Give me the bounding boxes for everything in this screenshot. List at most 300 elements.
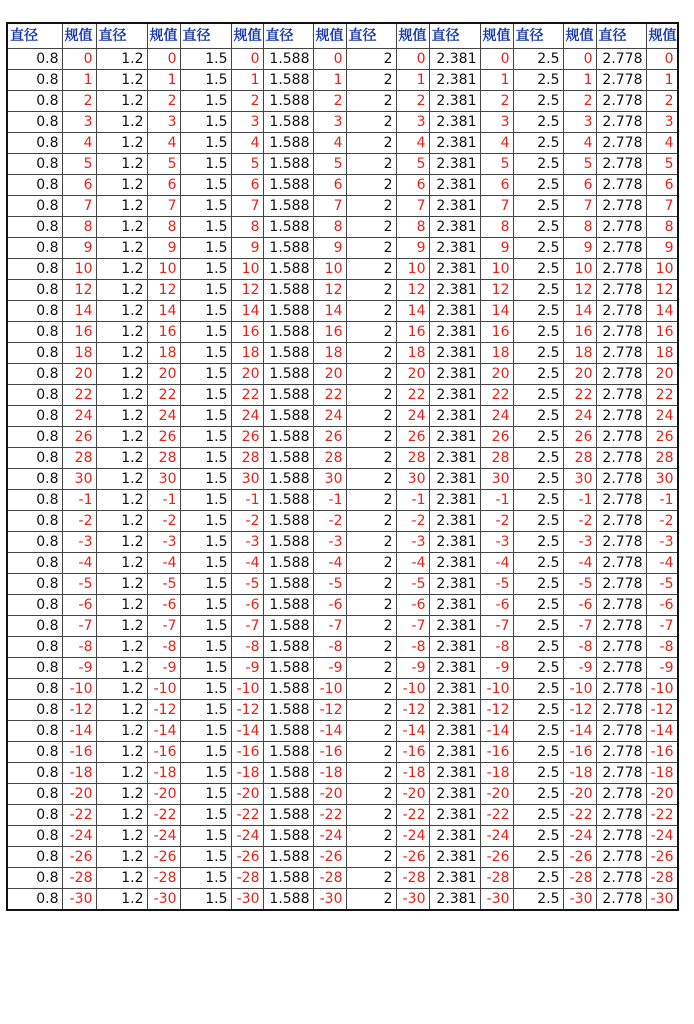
diameter-cell: 0.8 [7,133,62,154]
gauge-value-cell: 7 [480,196,513,217]
gauge-value-cell: -4 [646,553,678,574]
diameter-cell: 2.5 [513,700,563,721]
gauge-value-cell: -7 [646,616,678,637]
diameter-cell: 1.5 [180,889,231,911]
gauge-value-cell: -8 [313,637,346,658]
diameter-cell: 2.381 [429,385,480,406]
diameter-cell: 2.778 [596,133,646,154]
diameter-cell: 1.588 [263,175,313,196]
gauge-value-cell: 6 [396,175,429,196]
diameter-cell: 2.381 [429,700,480,721]
gauge-value-cell: 3 [646,112,678,133]
diameter-cell: 0.8 [7,70,62,91]
gauge-value-cell: 3 [480,112,513,133]
gauge-value-cell: 20 [231,364,263,385]
diameter-cell: 0.8 [7,763,62,784]
diameter-cell: 1.5 [180,49,231,70]
gauge-value-cell: -18 [231,763,263,784]
gauge-value-cell: 16 [646,322,678,343]
diameter-cell: 2 [346,847,396,868]
diameter-cell: 1.2 [96,238,147,259]
gauge-value-cell: 9 [563,238,596,259]
gauge-value-cell: 18 [147,343,180,364]
gauge-value-cell: 10 [396,259,429,280]
diameter-cell: 0.8 [7,364,62,385]
gauge-value-cell: -26 [62,847,96,868]
gauge-value-cell: 1 [396,70,429,91]
diameter-cell: 2 [346,574,396,595]
diameter-cell: 2.381 [429,406,480,427]
diameter-cell: 1.588 [263,826,313,847]
gauge-value-cell: 18 [313,343,346,364]
diameter-cell: 0.8 [7,700,62,721]
gauge-value-cell: 14 [646,301,678,322]
diameter-cell: 2.778 [596,742,646,763]
gauge-value-cell: -18 [62,763,96,784]
gauge-value-cell: 8 [147,217,180,238]
diameter-cell: 1.588 [263,847,313,868]
diameter-cell: 1.2 [96,721,147,742]
diameter-cell: 2.5 [513,385,563,406]
gauge-value-cell: 6 [231,175,263,196]
gauge-value-cell: -12 [563,700,596,721]
diameter-cell: 1.588 [263,196,313,217]
diameter-cell: 2.5 [513,889,563,911]
diameter-cell: 2.5 [513,490,563,511]
diameter-cell: 0.8 [7,574,62,595]
gauge-value-cell: -8 [396,637,429,658]
gauge-value-cell: 7 [147,196,180,217]
diameter-cell: 1.588 [263,679,313,700]
diameter-cell: 2.778 [596,238,646,259]
diameter-cell: 1.5 [180,133,231,154]
gauge-table [6,22,679,911]
gauge-value-cell: -20 [646,784,678,805]
diameter-cell: 1.5 [180,511,231,532]
table-row [7,616,678,637]
gauge-value-cell: -12 [313,700,346,721]
diameter-cell: 1.588 [263,49,313,70]
gauge-value-cell: 2 [396,91,429,112]
diameter-cell: 1.2 [96,175,147,196]
gauge-value-cell: 0 [147,49,180,70]
table-row [7,154,678,175]
gauge-value-cell: -8 [563,637,596,658]
diameter-cell: 2.778 [596,343,646,364]
diameter-cell: 2.778 [596,154,646,175]
diameter-cell: 2.5 [513,805,563,826]
gauge-value-cell: -14 [396,721,429,742]
table-row [7,469,678,490]
diameter-cell: 2 [346,469,396,490]
gauge-value-cell: 0 [646,49,678,70]
diameter-cell: 1.588 [263,406,313,427]
diameter-cell: 2.381 [429,679,480,700]
diameter-cell: 1.2 [96,154,147,175]
gauge-value-cell: 28 [62,448,96,469]
gauge-value-cell: -24 [480,826,513,847]
diameter-cell: 1.588 [263,448,313,469]
gauge-value-cell: 4 [646,133,678,154]
table-row [7,133,678,154]
diameter-cell: 2.778 [596,637,646,658]
gauge-value-cell: 9 [62,238,96,259]
gauge-value-cell: -14 [480,721,513,742]
diameter-cell: 2 [346,133,396,154]
table-row [7,427,678,448]
gauge-value-cell: 18 [396,343,429,364]
diameter-cell: 1.2 [96,847,147,868]
diameter-cell: 2.778 [596,385,646,406]
header-cell: 规值 [396,23,429,49]
diameter-cell: 1.2 [96,742,147,763]
diameter-cell: 1.2 [96,448,147,469]
table-row [7,280,678,301]
gauge-value-cell: -12 [480,700,513,721]
diameter-cell: 2.5 [513,574,563,595]
table-row [7,805,678,826]
diameter-cell: 1.5 [180,574,231,595]
diameter-cell: 1.5 [180,616,231,637]
diameter-cell: 2.778 [596,658,646,679]
gauge-value-cell: -1 [396,490,429,511]
gauge-value-cell: -7 [563,616,596,637]
gauge-value-cell: -14 [62,721,96,742]
gauge-value-cell: -16 [231,742,263,763]
gauge-value-cell: 1 [646,70,678,91]
gauge-value-cell: 12 [646,280,678,301]
diameter-cell: 1.2 [96,133,147,154]
diameter-cell: 0.8 [7,595,62,616]
gauge-value-cell: 18 [231,343,263,364]
diameter-cell: 2.381 [429,469,480,490]
diameter-cell: 1.588 [263,259,313,280]
diameter-cell: 2.778 [596,364,646,385]
diameter-cell: 2 [346,700,396,721]
gauge-value-cell: -2 [62,511,96,532]
diameter-cell: 2 [346,364,396,385]
gauge-value-cell: 12 [147,280,180,301]
diameter-cell: 1.5 [180,406,231,427]
diameter-cell: 1.5 [180,238,231,259]
gauge-value-cell: -22 [231,805,263,826]
diameter-cell: 2.381 [429,742,480,763]
diameter-cell: 2.381 [429,763,480,784]
diameter-cell: 2.778 [596,406,646,427]
gauge-value-cell: -5 [480,574,513,595]
diameter-cell: 1.2 [96,91,147,112]
gauge-value-cell: -18 [480,763,513,784]
diameter-cell: 2 [346,343,396,364]
gauge-value-cell: -16 [396,742,429,763]
gauge-value-cell: -8 [231,637,263,658]
gauge-value-cell: -1 [147,490,180,511]
diameter-cell: 2.5 [513,196,563,217]
gauge-value-cell: -30 [231,889,263,911]
diameter-cell: 2.778 [596,616,646,637]
diameter-cell: 2.5 [513,343,563,364]
gauge-value-cell: 18 [563,343,596,364]
diameter-cell: 2.778 [596,553,646,574]
gauge-value-cell: -14 [231,721,263,742]
diameter-cell: 2.5 [513,70,563,91]
diameter-cell: 1.588 [263,217,313,238]
diameter-cell: 2.778 [596,532,646,553]
gauge-value-cell: 18 [646,343,678,364]
diameter-cell: 2.381 [429,364,480,385]
gauge-value-cell: 24 [646,406,678,427]
header-cell: 规值 [62,23,96,49]
gauge-value-cell: 10 [231,259,263,280]
table-row [7,742,678,763]
table-row [7,595,678,616]
diameter-cell: 1.588 [263,238,313,259]
diameter-cell: 2.778 [596,469,646,490]
diameter-cell: 1.2 [96,868,147,889]
diameter-cell: 2 [346,91,396,112]
diameter-cell: 2.381 [429,259,480,280]
diameter-cell: 2 [346,448,396,469]
table-row [7,847,678,868]
gauge-value-cell: 20 [396,364,429,385]
table-row [7,889,678,911]
gauge-value-cell: -26 [646,847,678,868]
table-row [7,196,678,217]
diameter-cell: 2 [346,868,396,889]
diameter-cell: 1.2 [96,595,147,616]
header-cell: 直径 [346,23,396,49]
gauge-value-cell: 24 [396,406,429,427]
diameter-cell: 2 [346,679,396,700]
diameter-cell: 1.588 [263,364,313,385]
gauge-value-cell: -5 [62,574,96,595]
gauge-value-cell: 5 [62,154,96,175]
diameter-cell: 2.381 [429,133,480,154]
diameter-cell: 2 [346,595,396,616]
diameter-cell: 0.8 [7,385,62,406]
diameter-cell: 0.8 [7,868,62,889]
diameter-cell: 1.588 [263,511,313,532]
gauge-value-cell: 9 [231,238,263,259]
diameter-cell: 2.5 [513,721,563,742]
diameter-cell: 0.8 [7,301,62,322]
diameter-cell: 1.588 [263,91,313,112]
gauge-value-cell: 0 [563,49,596,70]
gauge-value-cell: 28 [313,448,346,469]
gauge-value-cell: -14 [147,721,180,742]
diameter-cell: 2 [346,259,396,280]
diameter-cell: 2.778 [596,721,646,742]
diameter-cell: 2.778 [596,280,646,301]
diameter-cell: 2.5 [513,301,563,322]
gauge-value-cell: 28 [396,448,429,469]
diameter-cell: 2 [346,406,396,427]
gauge-value-cell: 3 [147,112,180,133]
gauge-value-cell: -28 [646,868,678,889]
gauge-value-cell: 12 [396,280,429,301]
header-cell: 直径 [180,23,231,49]
diameter-cell: 0.8 [7,805,62,826]
gauge-value-cell: -26 [231,847,263,868]
diameter-cell: 2.381 [429,490,480,511]
diameter-cell: 1.588 [263,280,313,301]
gauge-value-cell: 22 [646,385,678,406]
diameter-cell: 2.5 [513,91,563,112]
diameter-cell: 0.8 [7,154,62,175]
diameter-cell: 2 [346,721,396,742]
diameter-cell: 2 [346,112,396,133]
gauge-value-cell: 7 [313,196,346,217]
diameter-cell: 1.588 [263,574,313,595]
diameter-cell: 2.5 [513,637,563,658]
gauge-value-cell: -22 [313,805,346,826]
diameter-cell: 1.5 [180,112,231,133]
gauge-value-cell: 30 [646,469,678,490]
diameter-cell: 2.381 [429,196,480,217]
gauge-value-cell: -1 [646,490,678,511]
gauge-value-cell: -12 [396,700,429,721]
diameter-cell: 1.588 [263,427,313,448]
gauge-value-cell: 4 [62,133,96,154]
gauge-value-cell: 0 [62,49,96,70]
diameter-cell: 2.5 [513,595,563,616]
diameter-cell: 2 [346,427,396,448]
diameter-cell: 0.8 [7,259,62,280]
diameter-cell: 1.5 [180,175,231,196]
gauge-value-cell: 7 [231,196,263,217]
gauge-value-cell: 28 [147,448,180,469]
gauge-value-cell: -7 [147,616,180,637]
diameter-cell: 2.778 [596,301,646,322]
table-row [7,448,678,469]
gauge-value-cell: 10 [62,259,96,280]
diameter-cell: 2.778 [596,322,646,343]
gauge-value-cell: 8 [480,217,513,238]
diameter-cell: 2.778 [596,784,646,805]
gauge-value-cell: -7 [62,616,96,637]
diameter-cell: 1.2 [96,889,147,911]
diameter-cell: 1.5 [180,742,231,763]
diameter-cell: 2.778 [596,217,646,238]
diameter-cell: 2.778 [596,91,646,112]
diameter-cell: 2.381 [429,91,480,112]
diameter-cell: 2 [346,154,396,175]
diameter-cell: 0.8 [7,679,62,700]
gauge-value-cell: 24 [563,406,596,427]
diameter-cell: 1.588 [263,469,313,490]
diameter-cell: 1.5 [180,217,231,238]
gauge-value-cell: 5 [646,154,678,175]
diameter-cell: 2.381 [429,658,480,679]
gauge-value-cell: 6 [313,175,346,196]
gauge-value-cell: -16 [62,742,96,763]
diameter-cell: 2.5 [513,742,563,763]
gauge-value-cell: 26 [231,427,263,448]
gauge-value-cell: -1 [231,490,263,511]
gauge-value-cell: -18 [396,763,429,784]
gauge-value-cell: 24 [313,406,346,427]
diameter-cell: 0.8 [7,721,62,742]
diameter-cell: 2.381 [429,112,480,133]
gauge-value-cell: -22 [646,805,678,826]
diameter-cell: 1.5 [180,301,231,322]
diameter-cell: 2.381 [429,70,480,91]
diameter-cell: 1.2 [96,406,147,427]
gauge-value-cell: -24 [231,826,263,847]
diameter-cell: 1.5 [180,70,231,91]
diameter-cell: 2.5 [513,511,563,532]
diameter-cell: 2.778 [596,868,646,889]
gauge-value-cell: 3 [396,112,429,133]
gauge-value-cell: -18 [563,763,596,784]
diameter-cell: 1.2 [96,658,147,679]
diameter-cell: 2.5 [513,763,563,784]
table-row [7,553,678,574]
diameter-cell: 1.2 [96,259,147,280]
diameter-cell: 1.2 [96,553,147,574]
diameter-cell: 0.8 [7,238,62,259]
diameter-cell: 1.2 [96,280,147,301]
diameter-cell: 0.8 [7,322,62,343]
gauge-value-cell: -7 [396,616,429,637]
gauge-value-cell: -30 [313,889,346,911]
diameter-cell: 2.381 [429,889,480,911]
gauge-value-cell: -16 [563,742,596,763]
gauge-value-cell: 20 [480,364,513,385]
gauge-value-cell: 14 [313,301,346,322]
diameter-cell: 2.778 [596,763,646,784]
gauge-value-cell: -20 [231,784,263,805]
diameter-cell: 0.8 [7,448,62,469]
diameter-cell: 1.2 [96,490,147,511]
gauge-value-cell: 16 [62,322,96,343]
diameter-cell: 1.5 [180,847,231,868]
gauge-value-cell: -12 [231,700,263,721]
header-cell: 直径 [7,23,62,49]
diameter-cell: 2.5 [513,175,563,196]
gauge-value-cell: -4 [231,553,263,574]
header-cell: 规值 [231,23,263,49]
gauge-value-cell: -30 [396,889,429,911]
diameter-cell: 0.8 [7,343,62,364]
gauge-value-cell: -18 [313,763,346,784]
diameter-cell: 1.588 [263,742,313,763]
diameter-cell: 2.778 [596,70,646,91]
gauge-value-cell: 16 [480,322,513,343]
gauge-value-cell: -4 [62,553,96,574]
diameter-cell: 1.588 [263,133,313,154]
diameter-cell: 0.8 [7,91,62,112]
gauge-value-cell: 26 [396,427,429,448]
gauge-value-cell: -20 [62,784,96,805]
gauge-value-cell: 10 [480,259,513,280]
diameter-cell: 2.381 [429,553,480,574]
diameter-cell: 1.5 [180,343,231,364]
diameter-cell: 1.5 [180,154,231,175]
gauge-value-cell: 2 [646,91,678,112]
gauge-value-cell: 2 [313,91,346,112]
gauge-value-cell: 4 [231,133,263,154]
gauge-value-cell: -14 [563,721,596,742]
gauge-value-cell: 20 [62,364,96,385]
diameter-cell: 2 [346,217,396,238]
diameter-cell: 0.8 [7,847,62,868]
table-row [7,868,678,889]
diameter-cell: 2.381 [429,49,480,70]
diameter-cell: 1.588 [263,700,313,721]
gauge-value-cell: 14 [62,301,96,322]
header-cell: 直径 [263,23,313,49]
